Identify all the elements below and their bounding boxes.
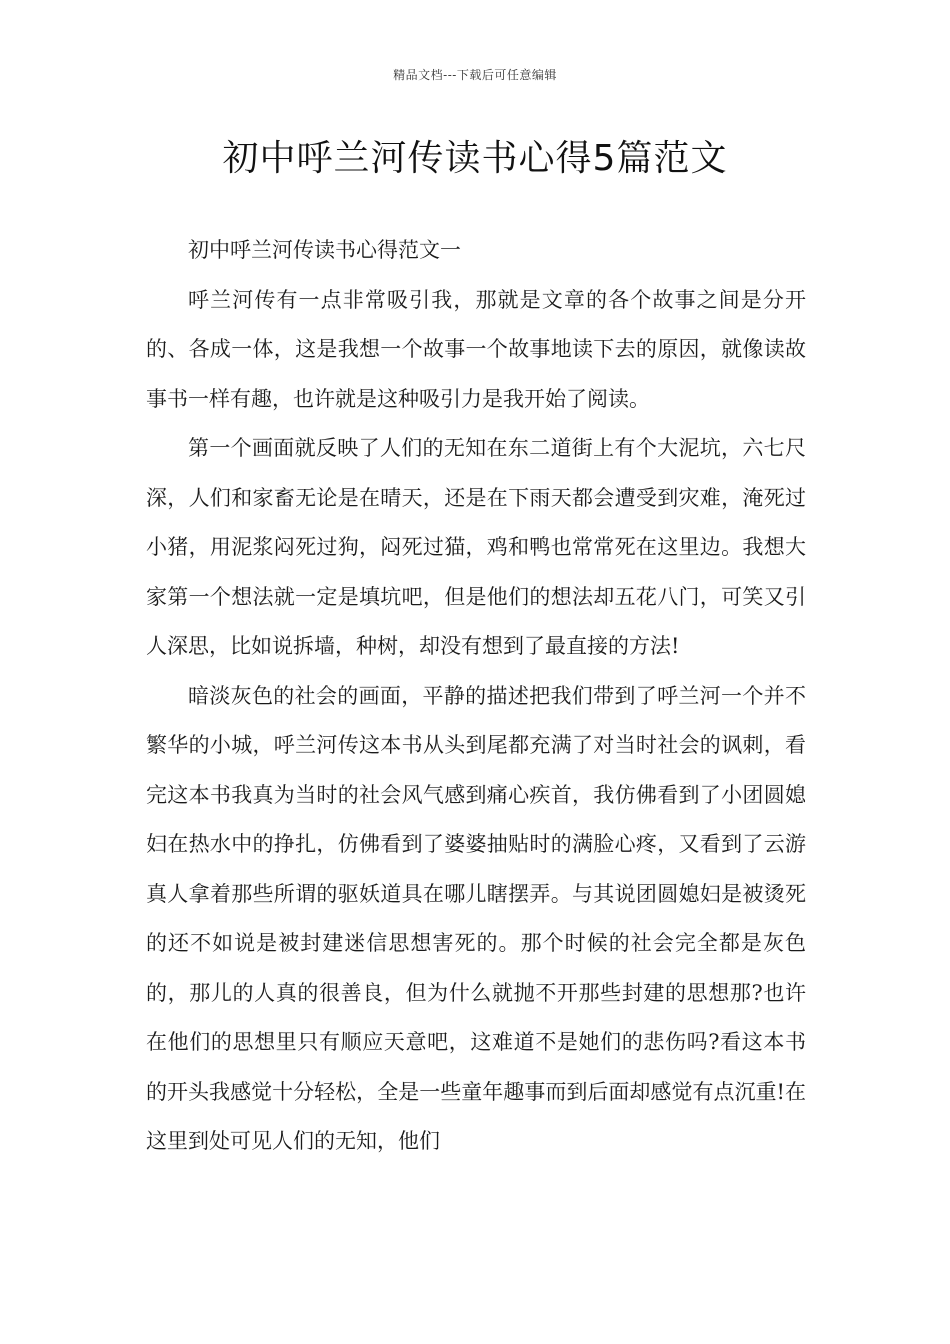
header-note: 精品文档---下载后可任意编辑 [393, 68, 557, 82]
paragraph-3: 暗淡灰色的社会的画面，平静的描述把我们带到了呼兰河一个并不繁华的小城，呼兰河传这本书从头到尾都充满了对当时社会的讽刺，看完这本书我真为当时的社会风气感到痛心疾首，我仿佛看到了小团圆媳妇在热水中的挣扎，仿佛看到了婆婆抽贴时的满脸心疼，又看到了云游真人拿着那些所谓的驱妖道具在哪儿瞎摆弄。与其说团圆媳妇是被烫死的还不如说是被封建迷信思想害死的。那个时候的社会完全都是灰色的，那儿的人真的很善良，但为什么就抛不开那些封建的思想那?也许在他们的思想里只有顺应天意吧，这难道不是她们的悲伤吗?看这本书的开头我感觉十分轻松，全是一些童年趣事而到后面却感觉有点沉重!在这里到处可见人们的无知，他们 [146, 683, 806, 1153]
document-body [146, 226, 806, 1167]
section-heading: 初中呼兰河传读书心得范文一 [188, 238, 461, 262]
paragraph-2: 第一个画面就反映了人们的无知在东二道街上有个大泥坑，六七尺深，人们和家畜无论是在晴天，还是在下雨天都会遭受到灾难，淹死过小猪，用泥浆闷死过狗，闷死过猫，鸡和鸭也常常死在这里边。我想大家第一个想法就一定是填坑吧，但是他们的想法却五花八门，可笑又引人深思，比如说拆墙，种树，却没有想到了最直接的方法! [146, 436, 806, 658]
paragraph-1: 呼兰河传有一点非常吸引我，那就是文章的各个故事之间是分开的、各成一体，这是我想一个故事一个故事地读下去的原因，就像读故事书一样有趣，也许就是这种吸引力是我开始了阅读。 [146, 287, 806, 411]
document-title: 初中呼兰河传读书心得5篇范文 [222, 138, 728, 179]
